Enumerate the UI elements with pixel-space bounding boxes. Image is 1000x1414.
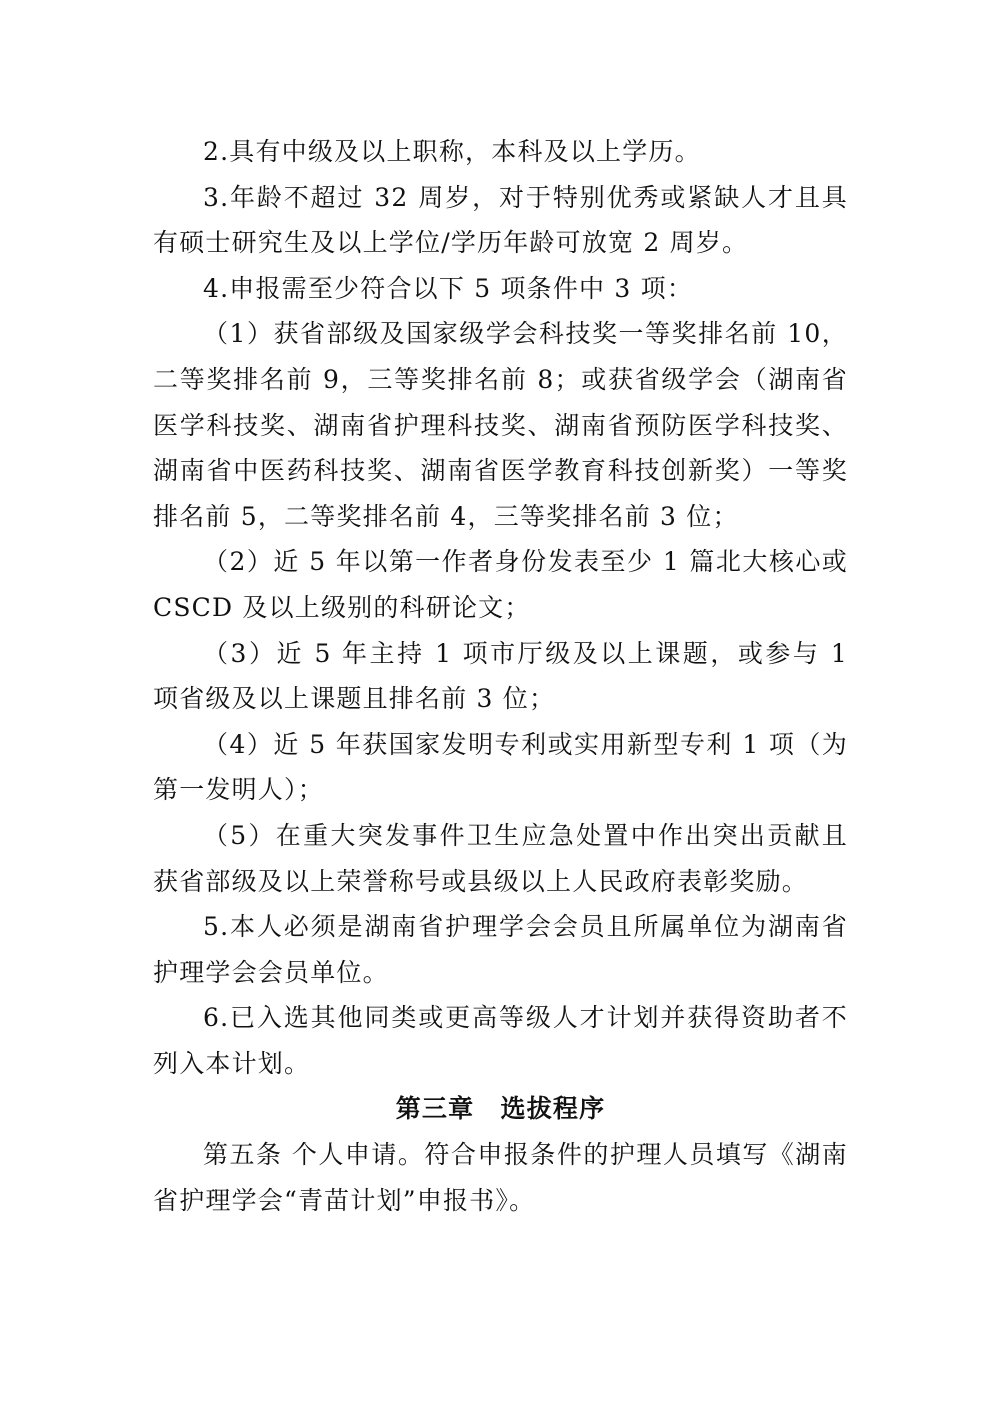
paragraph-condition-4-patents: （4）近 5 年获国家发明专利或实用新型专利 1 项（为第一发明人）； [153, 729, 848, 805]
paragraph-condition-2-papers: （2）近 5 年以第一作者身份发表至少 1 篇北大核心或CSCD 及以上级别的科研论文； [153, 547, 848, 622]
paragraph-qualification-title: 2.具有中级及以上职称，本科及以上学历。 [203, 137, 701, 166]
chapter-heading: 第三章 选拔程序 [395, 1094, 606, 1124]
paragraph-condition-3-projects: （3）近 5 年主持 1 项市厅级及以上课题，或参与 1 项省级及以上课题且排名前 3 位； [153, 638, 848, 714]
paragraph-exclusion: 6.已入选其他同类或更高等级人才计划并获得资助者不列入本计划。 [153, 1003, 848, 1078]
paragraph-condition-5-emergency: （5）在重大突发事件卫生应急处置中作出突出贡献且获省部级及以上荣誉称号或县级以上人民政府表彰奖励。 [153, 820, 848, 896]
paragraph-age-limit: 3.年龄不超过 32 周岁，对于特别优秀或紧缺人才且具有硕士研究生及以上学位/学历年龄可放宽 2 周岁。 [153, 182, 848, 258]
paragraph-article-5: 第五条 个人申请。符合申报条件的护理人员填写《湖南省护理学会“青苗计划”申报书》。 [153, 1140, 848, 1215]
paragraph-membership: 5.本人必须是湖南省护理学会会员且所属单位为湖南省护理学会会员单位。 [153, 912, 848, 987]
paragraph-condition-1-awards: （1）获省部级及国家级学会科技奖一等奖排名前 10，二等奖排名前 9，三等奖排名前 8；或获省级学会（湖南省医学科技奖、湖南省护理科技奖、湖南省预防医学科技奖、湖南省中医药科技奖、湖南省医学教育科技创新奖）一等奖排名前 5，二等奖排名前 4，三等奖排名前 3 位； [153, 319, 848, 531]
paragraph-conditions-intro: 4.申报需至少符合以下 5 项条件中 3 项： [203, 273, 694, 303]
document-body [153, 129, 848, 1223]
